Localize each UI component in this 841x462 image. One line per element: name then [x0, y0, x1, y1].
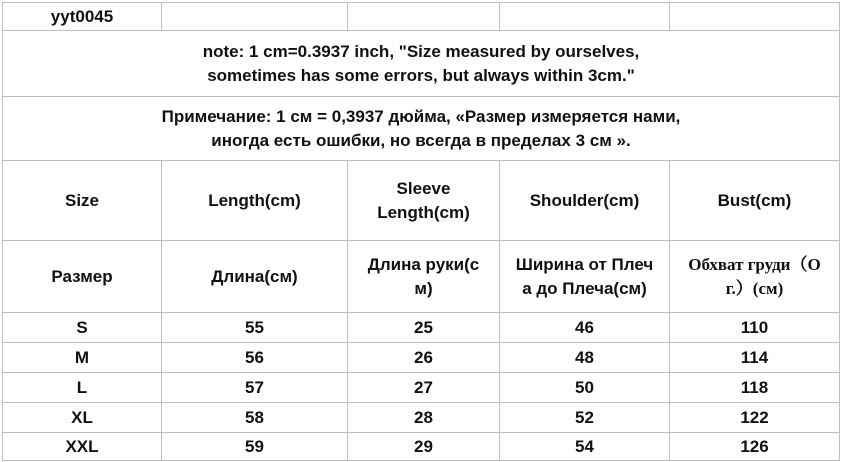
- note-english: [3, 31, 840, 97]
- shoulder-cell: 50: [500, 373, 670, 403]
- sleeve-cell: 28: [348, 403, 500, 433]
- note-en-line-1: note: 1 cm=0.3937 inch, "Size measured by ourselves,: [202, 41, 640, 61]
- header-ru-bust: [670, 241, 840, 313]
- size-cell: S: [3, 313, 162, 343]
- empty-cell: [500, 3, 670, 31]
- size-cell: L: [3, 373, 162, 403]
- bust-cell: 122: [670, 403, 840, 433]
- shoulder-cell: 54: [500, 433, 670, 461]
- note-ru-row: [3, 97, 840, 161]
- note-ru-line-2: иногда есть ошибки, но всегда в пределах 3 см ».: [211, 130, 631, 150]
- sleeve-cell: 27: [348, 373, 500, 403]
- sleeve-cell: 25: [348, 313, 500, 343]
- length-cell: 55: [162, 313, 348, 343]
- size-cell: XL: [3, 403, 162, 433]
- table-row: [3, 373, 840, 403]
- header-ru-sleeve: [348, 241, 500, 313]
- header-en-row: [3, 161, 840, 241]
- sleeve-cell: 26: [348, 343, 500, 373]
- header-ru-bust-line-2: г.）(см): [725, 278, 784, 298]
- header-ru-sleeve-line-1: Длина руки(с: [367, 254, 480, 274]
- bust-cell: 110: [670, 313, 840, 343]
- product-code: yyt0045: [3, 3, 162, 31]
- code-row: [3, 3, 840, 31]
- header-shoulder: Shoulder(cm): [500, 161, 670, 241]
- header-ru-row: [3, 241, 840, 313]
- length-cell: 57: [162, 373, 348, 403]
- note-ru-line-1: Примечание: 1 см = 0,3937 дюйма, «Размер измеряется нами,: [161, 106, 681, 126]
- length-cell: 58: [162, 403, 348, 433]
- shoulder-cell: 46: [500, 313, 670, 343]
- shoulder-cell: 52: [500, 403, 670, 433]
- note-russian: [3, 97, 840, 161]
- shoulder-cell: 48: [500, 343, 670, 373]
- header-size: Size: [3, 161, 162, 241]
- table-row: [3, 433, 840, 461]
- empty-cell: [348, 3, 500, 31]
- table-row: [3, 343, 840, 373]
- size-cell: M: [3, 343, 162, 373]
- size-chart-table: [2, 2, 840, 461]
- header-length: Length(cm): [162, 161, 348, 241]
- bust-cell: 118: [670, 373, 840, 403]
- sleeve-cell: 29: [348, 433, 500, 461]
- header-ru-shoulder-line-2: а до Плеча(см): [522, 278, 647, 298]
- header-sleeve: [348, 161, 500, 241]
- table-row: [3, 313, 840, 343]
- header-ru-shoulder: [500, 241, 670, 313]
- length-cell: 56: [162, 343, 348, 373]
- header-ru-size: Размер: [3, 241, 162, 313]
- length-cell: 59: [162, 433, 348, 461]
- header-ru-bust-line-1: Обхват груди（О: [688, 254, 821, 274]
- header-sleeve-line-1: Sleeve: [396, 178, 451, 198]
- header-ru-sleeve-line-2: м): [414, 278, 433, 298]
- note-en-line-2: sometimes has some errors, but always within 3cm.": [207, 65, 635, 85]
- header-ru-shoulder-line-1: Ширина от Плеч: [515, 254, 654, 274]
- header-sleeve-line-2: Length(cm): [377, 202, 470, 222]
- size-cell: XXL: [3, 433, 162, 461]
- note-en-row: [3, 31, 840, 97]
- empty-cell: [162, 3, 348, 31]
- bust-cell: 114: [670, 343, 840, 373]
- bust-cell: 126: [670, 433, 840, 461]
- table-row: [3, 403, 840, 433]
- header-bust: Bust(cm): [670, 161, 840, 241]
- header-ru-length: Длина(см): [162, 241, 348, 313]
- empty-cell: [670, 3, 840, 31]
